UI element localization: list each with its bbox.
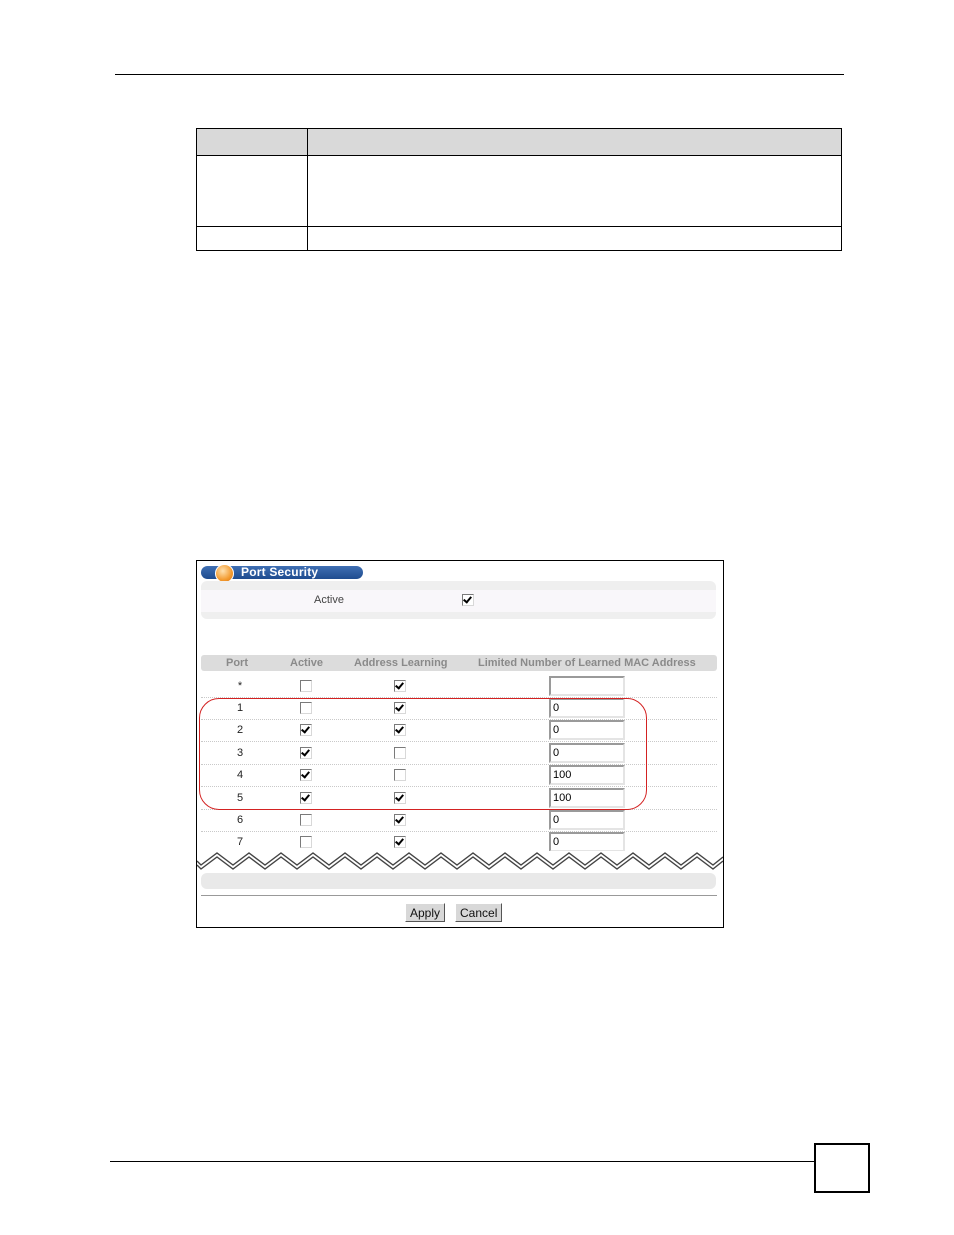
mac-limit-input[interactable]: 0 — [549, 832, 625, 852]
port-number: 4 — [236, 769, 244, 781]
reference-table-header — [197, 129, 842, 156]
page-number-box — [814, 1143, 870, 1193]
col-active: Active — [290, 657, 324, 669]
highlight-ellipse — [199, 698, 647, 810]
mac-limit-input[interactable]: 0 — [549, 810, 625, 830]
button-separator — [201, 895, 717, 896]
global-settings-row — [201, 590, 716, 612]
reference-table — [196, 128, 842, 251]
mac-limit-input[interactable]: 0 — [549, 743, 625, 763]
port-active-checkbox[interactable] — [300, 836, 312, 848]
address-learning-checkbox[interactable] — [394, 836, 406, 848]
footer-rule — [110, 1161, 815, 1162]
address-learning-checkbox[interactable] — [394, 680, 406, 692]
port-active-checkbox[interactable] — [300, 680, 312, 692]
port-number: 7 — [236, 836, 244, 848]
header-rule — [115, 74, 844, 75]
table-row — [201, 809, 717, 832]
port-table-header — [201, 655, 717, 671]
col-port: Port — [226, 657, 248, 669]
global-active-label: Active — [314, 594, 344, 606]
reference-table-row — [197, 227, 842, 251]
mac-limit-input[interactable] — [549, 676, 625, 696]
address-learning-checkbox[interactable] — [394, 814, 406, 826]
port-active-checkbox[interactable] — [300, 814, 312, 826]
mac-limit-input[interactable]: 0 — [549, 720, 625, 740]
col-address-learning: Address Learning — [354, 657, 448, 669]
apply-button[interactable]: Apply — [405, 903, 445, 922]
reference-table-row — [197, 156, 842, 227]
zigzag-break-icon — [197, 851, 723, 891]
mac-limit-input[interactable]: 100 — [549, 765, 625, 785]
global-active-checkbox[interactable] — [462, 594, 474, 606]
mac-limit-input[interactable]: 0 — [549, 698, 625, 718]
screen-title: Port Security — [241, 565, 319, 579]
col-mac-limit: Limited Number of Learned MAC Address — [478, 657, 696, 669]
port-number: 6 — [236, 814, 244, 826]
cancel-button[interactable]: Cancel — [455, 903, 502, 922]
mac-limit-input[interactable]: 100 — [549, 788, 625, 808]
port-number: * — [237, 680, 243, 692]
port-number: 1 — [236, 702, 244, 714]
port-number: 3 — [236, 747, 244, 759]
table-row — [201, 675, 717, 698]
port-security-screenshot — [196, 560, 724, 928]
port-number: 5 — [236, 792, 244, 804]
port-number: 2 — [236, 724, 244, 736]
